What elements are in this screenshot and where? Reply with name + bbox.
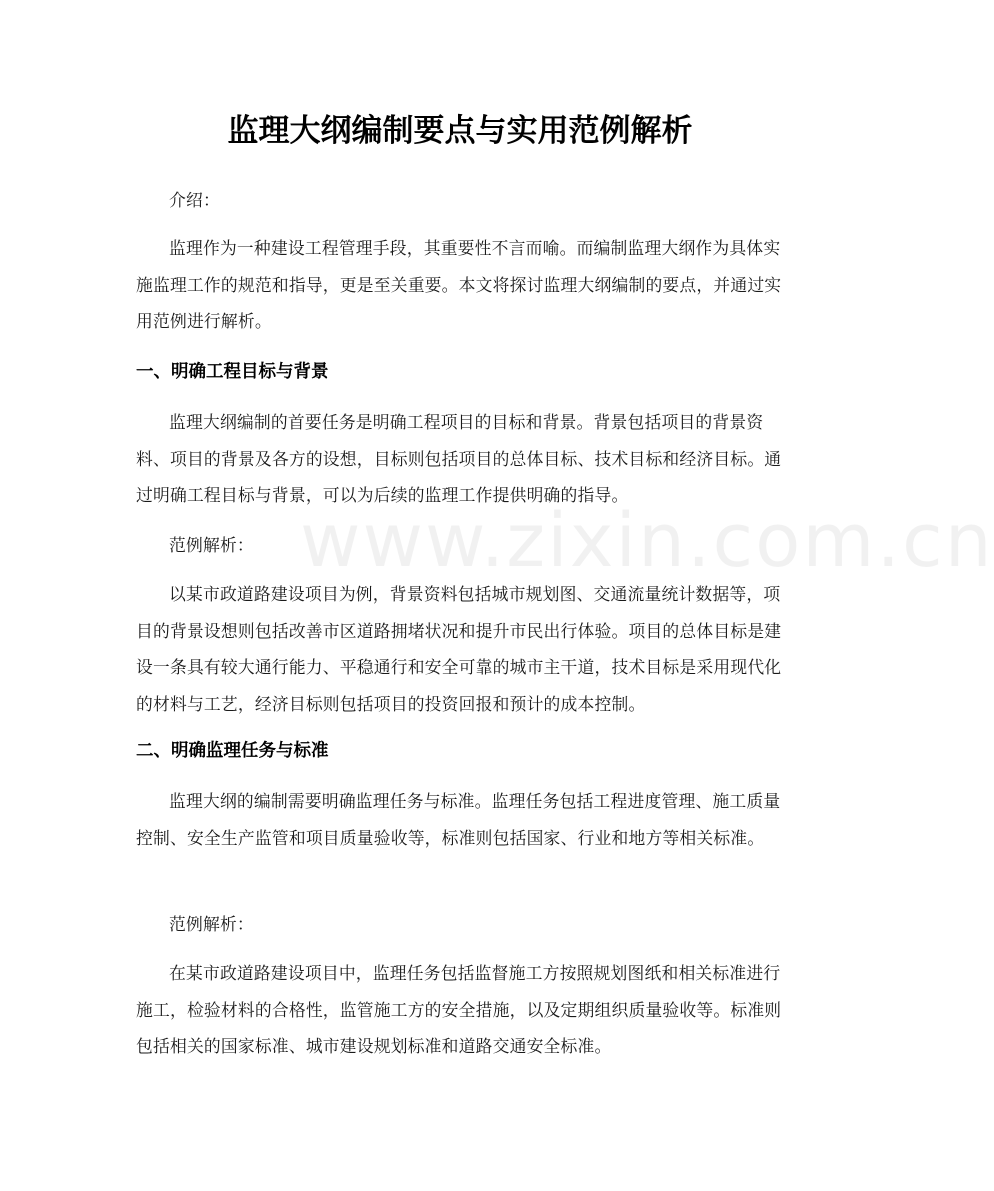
document-title: 监理大纲编制要点与实用范例解析 [227, 113, 693, 149]
section-2-example-label: 范例解析： [169, 914, 254, 934]
section-1-example-text: 以某市政道路建设项目为例，背景资料包括城市规划图、交通流量统计数据等，项目的背景设想则包括改善市区道路拥堵状况和提升市民出行体验。项目的总体目标是建设一条具有较大通行能力、平稳通行和安全可靠的城市主干道，技术目标是采用现代化的材料与工艺，经济目标则包括项目的投资回报和预计的成本控制。 [136, 584, 782, 714]
section-2-example-text: 在某市政道路建设项目中，监理任务包括监督施工方按照规划图纸和相关标准进行施工，检验材料的合格性，监管施工方的安全措施，以及定期组织质量验收等。标准则包括相关的国家标准、城市建设规划标准和道路交通安全标准。 [136, 963, 782, 1056]
section-1-heading: 一、明确工程目标与背景 [136, 362, 329, 382]
section-1-body: 监理大纲编制的首要任务是明确工程项目的目标和背景。背景包括项目的背景资料、项目的背景及各方的设想，目标则包括项目的总体目标、技术目标和经济目标。通过明确工程目标与背景，可以为后续的监理工作提供明确的指导。 [136, 412, 782, 505]
section-2-body: 监理大纲的编制需要明确监理任务与标准。监理任务包括工程进度管理、施工质量控制、安全生产监管和项目质量验收等，标准则包括国家、行业和地方等相关标准。 [136, 791, 781, 848]
intro-paragraph: 监理作为一种建设工程管理手段，其重要性不言而喻。而编制监理大纲作为具体实施监理工作的规范和指导，更是至关重要。本文将探讨监理大纲编制的要点，并通过实用范例进行解析。 [136, 238, 782, 331]
section-2-heading: 二、明确监理任务与标准 [136, 741, 329, 761]
section-1-example-label: 范例解析： [169, 535, 254, 555]
intro-label: 介绍： [169, 190, 220, 210]
watermark: www.zixin.com.cn [300, 498, 994, 584]
